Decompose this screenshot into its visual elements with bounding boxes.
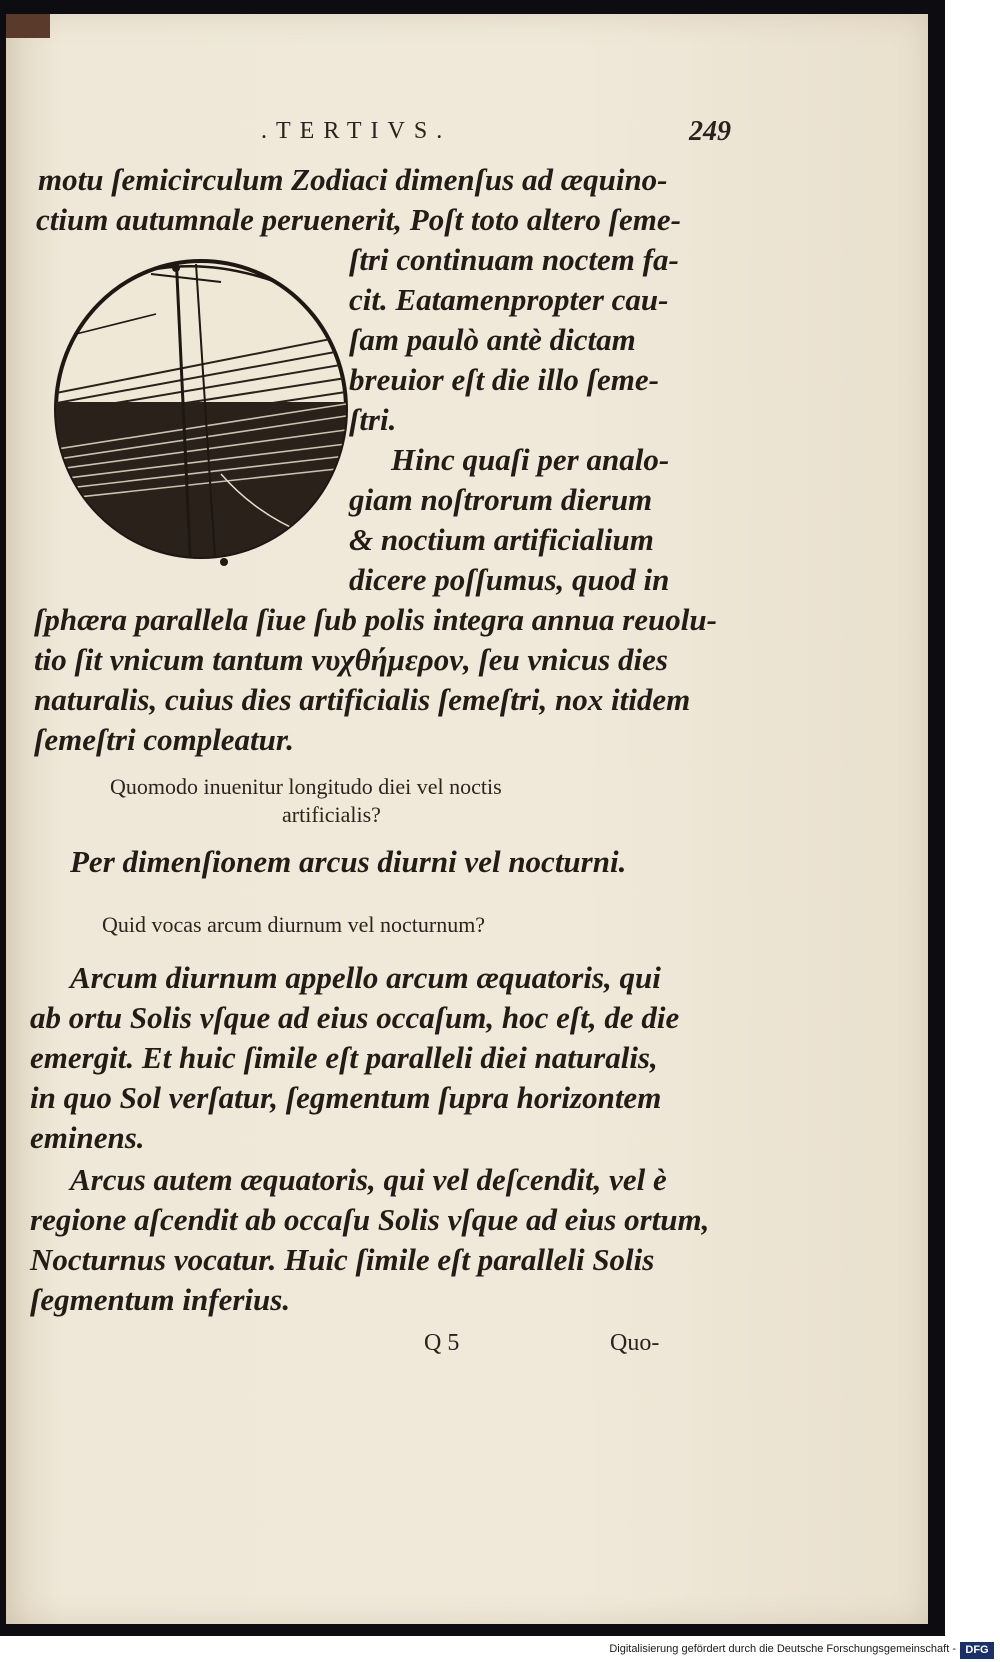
binding-edge — [6, 14, 50, 38]
book-page — [6, 14, 928, 1624]
text-line: naturalis, cuius dies artificialis ſemeſtri, nox itidem — [34, 682, 691, 717]
text-line: Hinc quaſi per analo- — [391, 442, 670, 477]
text-line: ſegmentum inferius. — [30, 1282, 291, 1317]
text-line: Arcus autem æquatoris, qui vel deſcendit, vel è — [70, 1162, 667, 1197]
question-heading: Quid vocas arcum diurnum vel nocturnum? — [102, 912, 486, 937]
running-head — [261, 118, 731, 158]
credit-bar — [0, 1640, 1000, 1662]
armillary-woodcut — [46, 254, 356, 574]
text-line: breuior eſt die illo ſeme- — [349, 362, 659, 397]
text-line: ſphæra parallela ſiue ſub polis integra annua reuolu- — [34, 602, 717, 637]
text-line: dicere poſſumus, quod in — [349, 562, 670, 597]
text-line: ſam paulò antè dictam — [349, 322, 636, 357]
text-line: ſtri continuam noctem fa- — [349, 242, 679, 277]
text-line: motu ſemicirculum Zodiaci dimenſus ad æquino- — [38, 162, 668, 197]
text-line: emergit. Et huic ſimile eſt paralleli diei naturalis, — [30, 1040, 658, 1075]
text-line: giam noſtrorum dierum — [349, 482, 653, 517]
dfg-logo: DFG — [960, 1642, 994, 1659]
text-line: eminens. — [30, 1120, 145, 1155]
credit-text: Digitalisierung gefördert durch die Deutsche Forschungsgemeinschaft - — [609, 1643, 956, 1655]
text-line: cit. Eatamenpropter cau- — [349, 282, 669, 317]
text-line: Arcum diurnum appello arcum æquatoris, qui — [70, 960, 661, 995]
running-head-title: .TERTIVS. — [261, 118, 452, 144]
question-heading: Quomodo inuenitur longitudo diei vel noctis — [110, 774, 502, 799]
text-line: regione aſcendit ab occaſu Solis vſque ad eius ortum, — [30, 1202, 710, 1237]
signature-mark: Q 5 — [424, 1330, 460, 1356]
text-line: in quo Sol verſatur, ſegmentum ſupra horizontem — [30, 1080, 662, 1115]
text-line: ſtri. — [349, 402, 397, 437]
text-line: ab ortu Solis vſque ad eius occaſum, hoc eſt, de die — [30, 1000, 680, 1035]
page-number: 249 — [689, 116, 731, 147]
text-line: ctium autumnale peruenerit, Poſt toto altero ſeme- — [36, 202, 681, 237]
catchword: Quo- — [610, 1330, 660, 1356]
text-line: & noctium artificialium — [349, 522, 654, 557]
text-line: ſemeſtri compleatur. — [34, 722, 295, 757]
question-heading: artificialis? — [282, 802, 381, 827]
answer-line: Per dimenſionem arcus diurni vel nocturni. — [70, 844, 627, 879]
text-line: tio ſit vnicum tantum νυχθήμερον, ſeu vnicus dies — [34, 642, 668, 677]
text-line: Nocturnus vocatur. Huic ſimile eſt paralleli Solis — [30, 1242, 655, 1277]
